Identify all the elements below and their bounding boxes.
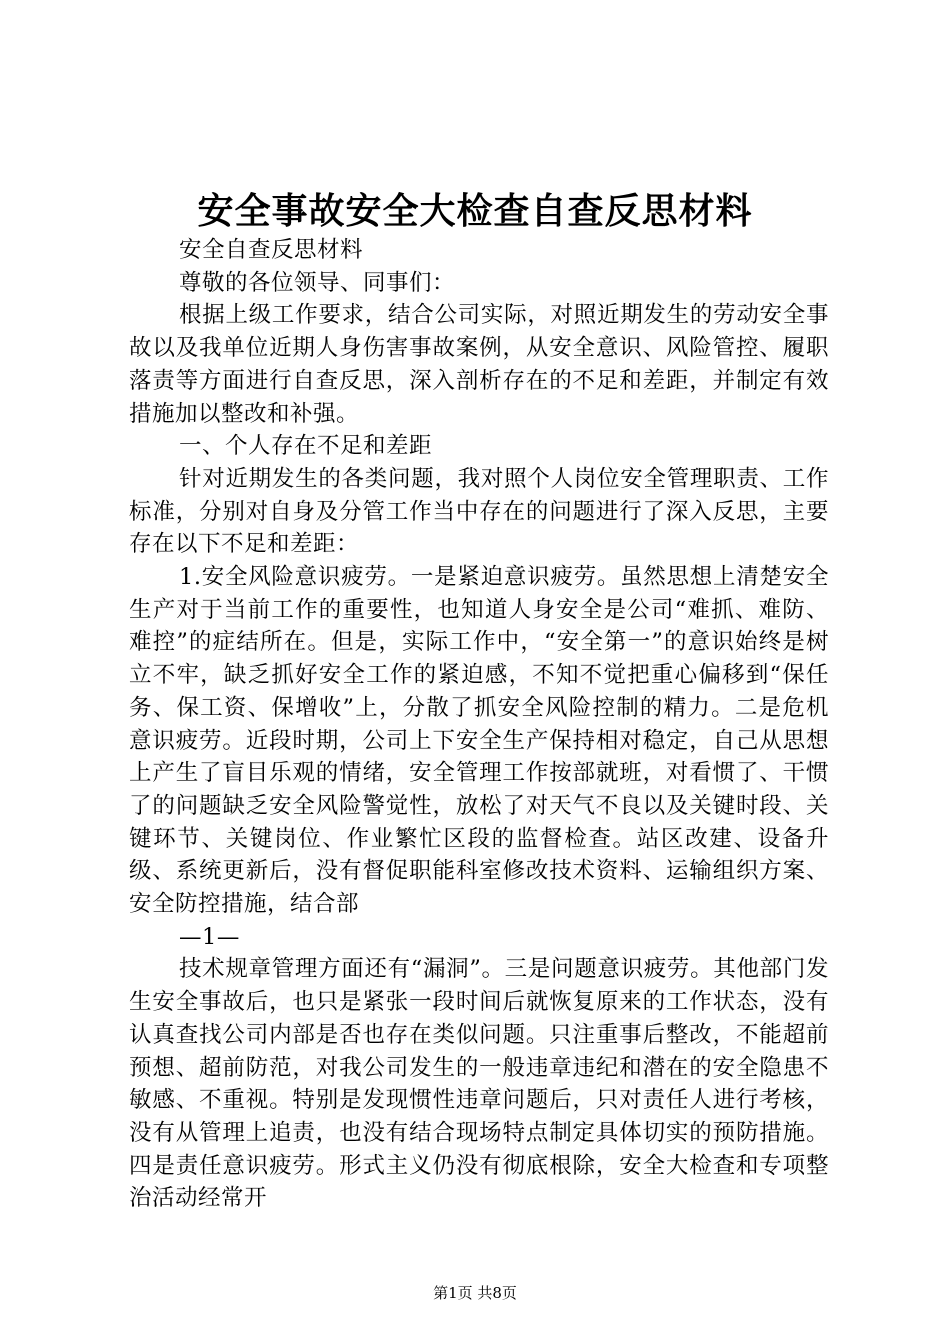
- paragraph-reflection: 针对近期发生的各类问题，我对照个人岗位安全管理职责、工作标准，分别对自身及分管工作当中存在的问题进行了深入反思，主要存在以下不足和差距：: [129, 465, 829, 558]
- page-footer: 第1页 共8页: [433, 1284, 517, 1302]
- section-heading: 一、个人存在不足和差距: [179, 433, 433, 460]
- greeting: 尊敬的各位领导、同事们：: [179, 269, 456, 296]
- inner-page-marker: —1—: [179, 923, 240, 950]
- subtitle: 安全自查反思材料: [179, 237, 364, 263]
- paragraph-point-1: 1.安全风险意识疲劳。一是紧迫意识疲劳。虽然思想上清楚安全生产对于当前工作的重要性，也知道人身安全是公司“难抓、难防、难控”的症结所在。但是，实际工作中，“安全第一”的意识始终是树立不牢，缺乏抓好安全工作的紧迫感，不知不觉把重心偏移到“保任务、保工资、保增收”上，分散了抓安全风险控制的精力。二是危机意识疲劳。近段时期，公司上下安全生产保持相对稳定，自己从思想上产生了盲目乐观的情绪，安全管理工作按部就班，对看惯了、干惯了的问题缺乏安全风险警觉性，放松了对天气不良以及关键时段、关键环节、关键岗位、作业繁忙区段的监督检查。站区改建、设备升级、系统更新后，没有督促职能科室修改技术资料、运输组织方案、安全防控措施，结合部: [129, 564, 829, 918]
- document-title: 安全事故安全大检查自查反思材料: [197, 190, 753, 232]
- document-body: [129, 234, 829, 1215]
- paragraph-continuation: 技术规章管理方面还有“漏洞”。三是问题意识疲劳。其他部门发生安全事故后，也只是紧张一段时间后就恢复原来的工作状态，没有认真查找公司内部是否也存在类似问题。只注重事后整改，不能超前预想、超前防范，对我公司发生的一般违章违纪和潜在的安全隐患不敏感、不重视。特别是发现惯性违章问题后，只对责任人进行考核，没有从管理上追责，也没有结合现场特点制定具体切实的预防措施。四是责任意识疲劳。形式主义仍没有彻底根除，安全大检查和专项整治活动经常开: [129, 956, 829, 1212]
- paragraph-intro: 根据上级工作要求，结合公司实际，对照近期发生的劳动安全事故以及我单位近期人身伤害事故案例，从安全意识、风险管控、履职落责等方面进行自查反思，深入剖析存在的不足和差距，并制定有效措施加以整改和补强。: [129, 302, 829, 427]
